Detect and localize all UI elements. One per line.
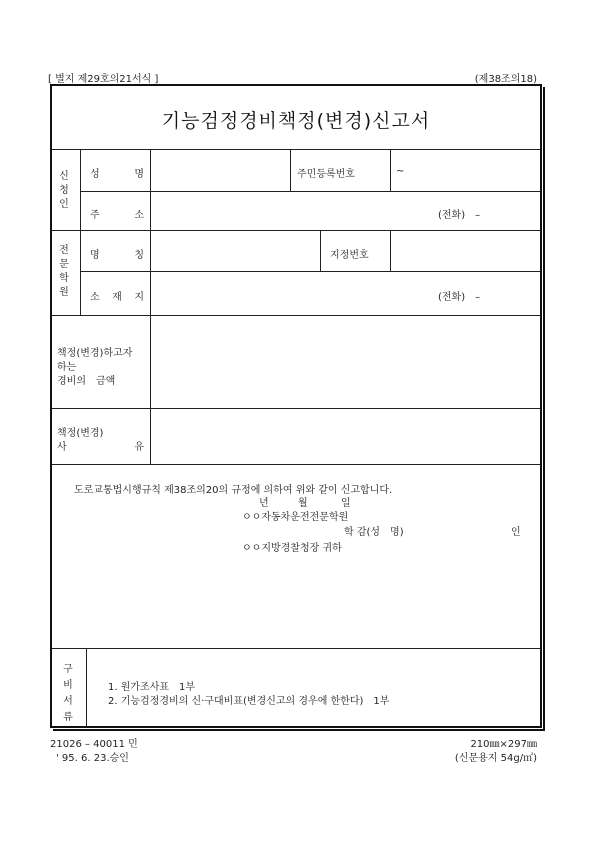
seal-mark: 인 bbox=[511, 527, 521, 538]
label-char: 소 bbox=[90, 292, 100, 303]
label-char: 주 bbox=[90, 210, 100, 221]
school-name-signature: ㅇㅇ자동차운전전문학원 bbox=[242, 512, 349, 523]
divider bbox=[290, 150, 291, 191]
date-month: 월 bbox=[298, 498, 308, 509]
school-phone-label: (전화) – bbox=[438, 292, 481, 303]
label-char: 지 bbox=[134, 292, 144, 303]
footer-approval: ' 95. 6. 23.승인 bbox=[56, 753, 129, 764]
label-char: 사 bbox=[57, 442, 67, 453]
designation-number-label: 지정번호 bbox=[330, 250, 369, 261]
fee-amount-label-line1: 책정(변경)하고자 bbox=[57, 348, 133, 359]
school-location-label bbox=[90, 288, 144, 303]
resident-number-field[interactable]: ~ bbox=[396, 166, 405, 177]
divider bbox=[52, 464, 540, 465]
school-name-label bbox=[90, 246, 144, 261]
divider bbox=[390, 231, 391, 271]
divider bbox=[80, 150, 81, 315]
footer-paper-type: (신문용지 54g/㎡) bbox=[454, 753, 537, 764]
director-label: 학 감(성 명) bbox=[344, 527, 404, 538]
form-frame bbox=[50, 84, 542, 728]
date-year: 년 bbox=[259, 498, 269, 509]
resident-number-label: 주민등록번호 bbox=[297, 169, 355, 180]
divider bbox=[52, 315, 540, 316]
reason-label-line2 bbox=[57, 438, 144, 453]
recipient: ㅇㅇ지방경찰청장 귀하 bbox=[242, 543, 342, 554]
label-char: 명 bbox=[134, 169, 144, 180]
divider bbox=[52, 408, 540, 409]
declaration-statement: 도로교통법시행규칙 제38조의20의 규정에 의하여 위와 같이 신고합니다. bbox=[74, 485, 393, 496]
label-char: 유 bbox=[134, 442, 144, 453]
attachment-item: 1. 원가조사표 1부 bbox=[108, 682, 196, 693]
footer-code: 21026 – 40011 민 bbox=[50, 739, 138, 750]
divider bbox=[86, 649, 87, 726]
footer-paper-size: 210㎜×297㎜ bbox=[470, 739, 537, 750]
applicant-phone-label: (전화) – bbox=[438, 210, 481, 221]
divider bbox=[150, 150, 151, 464]
divider bbox=[80, 271, 540, 272]
fee-amount-label-line3: 경비의 금액 bbox=[57, 376, 116, 387]
form-title: 기능검정경비책정(변경)신고서 bbox=[161, 110, 431, 132]
divider bbox=[52, 230, 540, 231]
divider bbox=[52, 149, 540, 150]
divider bbox=[390, 150, 391, 191]
label-char: 소 bbox=[134, 210, 144, 221]
form-number: [ 별지 제29호의21서식 ] bbox=[48, 74, 159, 85]
label-char: 재 bbox=[112, 292, 122, 303]
applicant-group-label: 신청인 bbox=[59, 171, 69, 210]
label-char: 명 bbox=[90, 250, 100, 261]
school-group-label: 전문학원 bbox=[59, 245, 69, 298]
fee-amount-label-line2: 하는 bbox=[57, 362, 77, 373]
divider bbox=[52, 648, 540, 649]
reason-label-line1: 책정(변경) bbox=[57, 428, 104, 439]
divider bbox=[320, 231, 321, 271]
applicant-name-label bbox=[90, 165, 144, 180]
date-day: 일 bbox=[341, 498, 351, 509]
label-char: 칭 bbox=[134, 250, 144, 261]
divider bbox=[80, 191, 540, 192]
attachments-label: 구비서류 bbox=[63, 664, 73, 723]
attachment-item: 2. 기능검정경비의 신·구대비표(변경신고의 경우에 한한다) 1부 bbox=[108, 696, 390, 707]
applicant-address-label bbox=[90, 206, 144, 221]
label-char: 성 bbox=[90, 169, 100, 180]
regulation-reference: (제38조의18) bbox=[474, 74, 537, 85]
